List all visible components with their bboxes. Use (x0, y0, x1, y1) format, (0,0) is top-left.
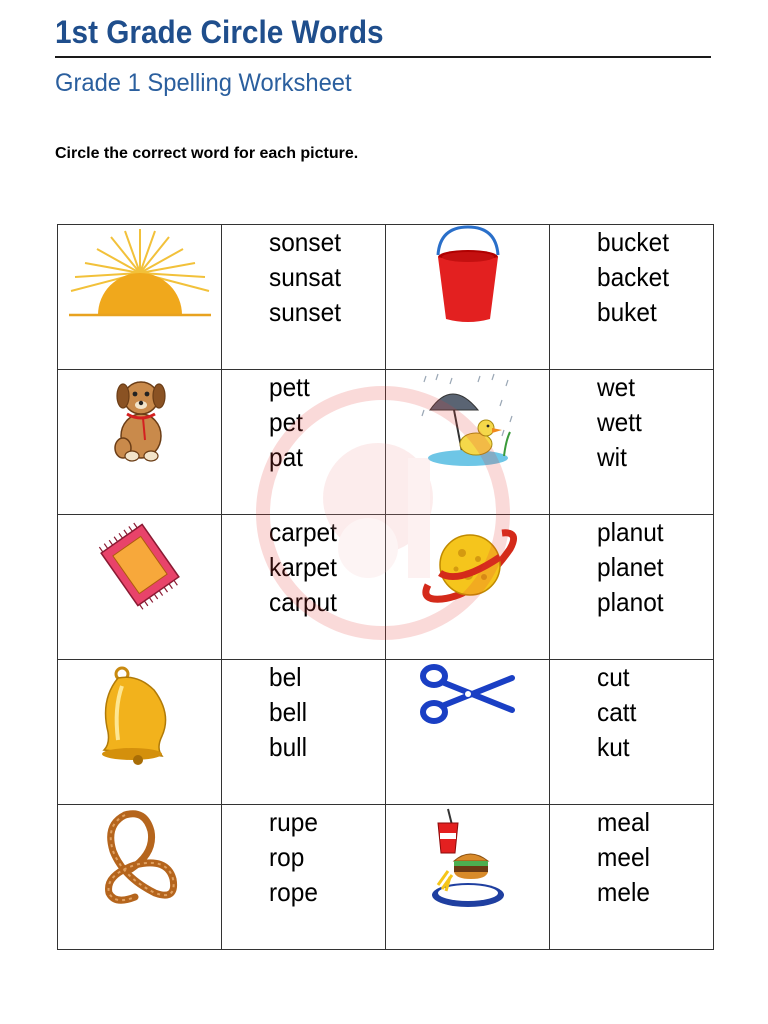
picture-cell (386, 805, 550, 950)
word-option[interactable]: carpet (269, 517, 337, 547)
word-option[interactable]: rupe (269, 807, 318, 837)
dog-icon (105, 370, 175, 465)
meal-icon (428, 805, 508, 910)
word-choices-cell (222, 370, 386, 515)
rope-icon (95, 805, 185, 910)
word-option[interactable]: karpet (269, 552, 337, 582)
picture-cell (58, 805, 222, 950)
table-row (58, 225, 714, 370)
word-option[interactable]: sunset (269, 297, 342, 327)
word-option[interactable]: buket (597, 297, 657, 327)
word-option[interactable]: rope (269, 877, 318, 907)
picture-cell (58, 660, 222, 805)
word-option[interactable]: rop (269, 842, 305, 872)
title-divider (55, 56, 711, 58)
worksheet-subtitle: Grade 1 Spelling Worksheet (55, 69, 352, 97)
word-option[interactable]: meel (597, 842, 650, 872)
word-option[interactable]: backet (597, 262, 670, 292)
word-option[interactable]: catt (597, 697, 637, 727)
picture-cell (58, 515, 222, 660)
instruction-text: Circle the correct word for each picture. (55, 145, 359, 162)
scissors-icon (418, 660, 518, 730)
word-choices-cell (222, 805, 386, 950)
picture-cell (386, 225, 550, 370)
word-option[interactable]: planot (597, 587, 664, 617)
word-option[interactable]: cut (597, 662, 630, 692)
word-option[interactable]: wit (597, 442, 627, 472)
word-option[interactable]: wett (597, 407, 642, 437)
word-choices-cell (222, 225, 386, 370)
word-option[interactable]: mele (597, 877, 650, 907)
word-option[interactable]: wet (597, 372, 636, 402)
word-option[interactable]: meal (597, 807, 650, 837)
word-option[interactable]: kut (597, 732, 630, 762)
table-row (58, 370, 714, 515)
word-option[interactable]: pat (269, 442, 303, 472)
word-option[interactable]: bell (269, 697, 308, 727)
word-choices-cell (550, 225, 714, 370)
word-option[interactable]: bucket (597, 227, 670, 257)
planet-icon (418, 515, 518, 615)
word-choices-cell (222, 515, 386, 660)
table-row (58, 515, 714, 660)
carpet-icon (95, 515, 185, 615)
sunset-icon (65, 225, 215, 325)
word-choices-cell (550, 660, 714, 805)
bell-icon (92, 660, 187, 765)
picture-cell (386, 515, 550, 660)
word-option[interactable]: pet (269, 407, 303, 437)
word-option[interactable]: pett (269, 372, 310, 402)
word-option[interactable]: bel (269, 662, 302, 692)
worksheet-title: 1st Grade Circle Words (55, 14, 384, 50)
bucket-icon (428, 225, 508, 325)
word-choices-cell (550, 805, 714, 950)
word-option[interactable]: carput (269, 587, 337, 617)
picture-cell (386, 370, 550, 515)
picture-cell (58, 370, 222, 515)
word-choices-cell (550, 515, 714, 660)
word-option[interactable]: sunsat (269, 262, 342, 292)
word-choices-cell (222, 660, 386, 805)
table-row (58, 805, 714, 950)
duck-umbrella-rain-icon (418, 370, 518, 470)
word-choices-cell (550, 370, 714, 515)
picture-cell (386, 660, 550, 805)
word-option[interactable]: planut (597, 517, 664, 547)
word-option[interactable]: planet (597, 552, 664, 582)
picture-cell (58, 225, 222, 370)
word-option[interactable]: sonset (269, 227, 342, 257)
spelling-grid (57, 224, 714, 950)
word-option[interactable]: bull (269, 732, 308, 762)
table-row (58, 660, 714, 805)
